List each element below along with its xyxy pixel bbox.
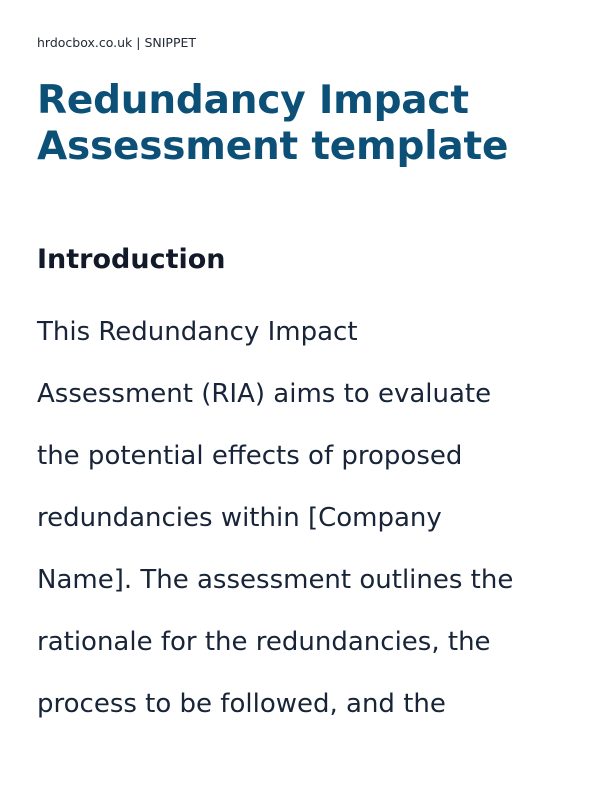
paragraph-line: This Redundancy Impact — [37, 317, 358, 347]
paragraph-line: the potential effects of proposed — [37, 441, 463, 471]
paragraph-line: Assessment (RIA) aims to evaluate — [37, 379, 492, 409]
title-line: Assessment template — [37, 124, 509, 169]
paragraph-line: rationale for the redundancies, the — [37, 627, 491, 657]
source-label: hrdocbox.co.uk | SNIPPET — [37, 35, 197, 50]
paragraph-line: redundancies within [Company — [37, 503, 442, 533]
title-line: Redundancy Impact — [37, 78, 469, 123]
document-title — [37, 78, 567, 170]
paragraph-line: process to be followed, and the — [37, 689, 446, 719]
introduction-paragraph — [37, 301, 577, 735]
section-heading: Introduction — [37, 244, 226, 275]
paragraph-line: Name]. The assessment outlines the — [37, 565, 514, 595]
